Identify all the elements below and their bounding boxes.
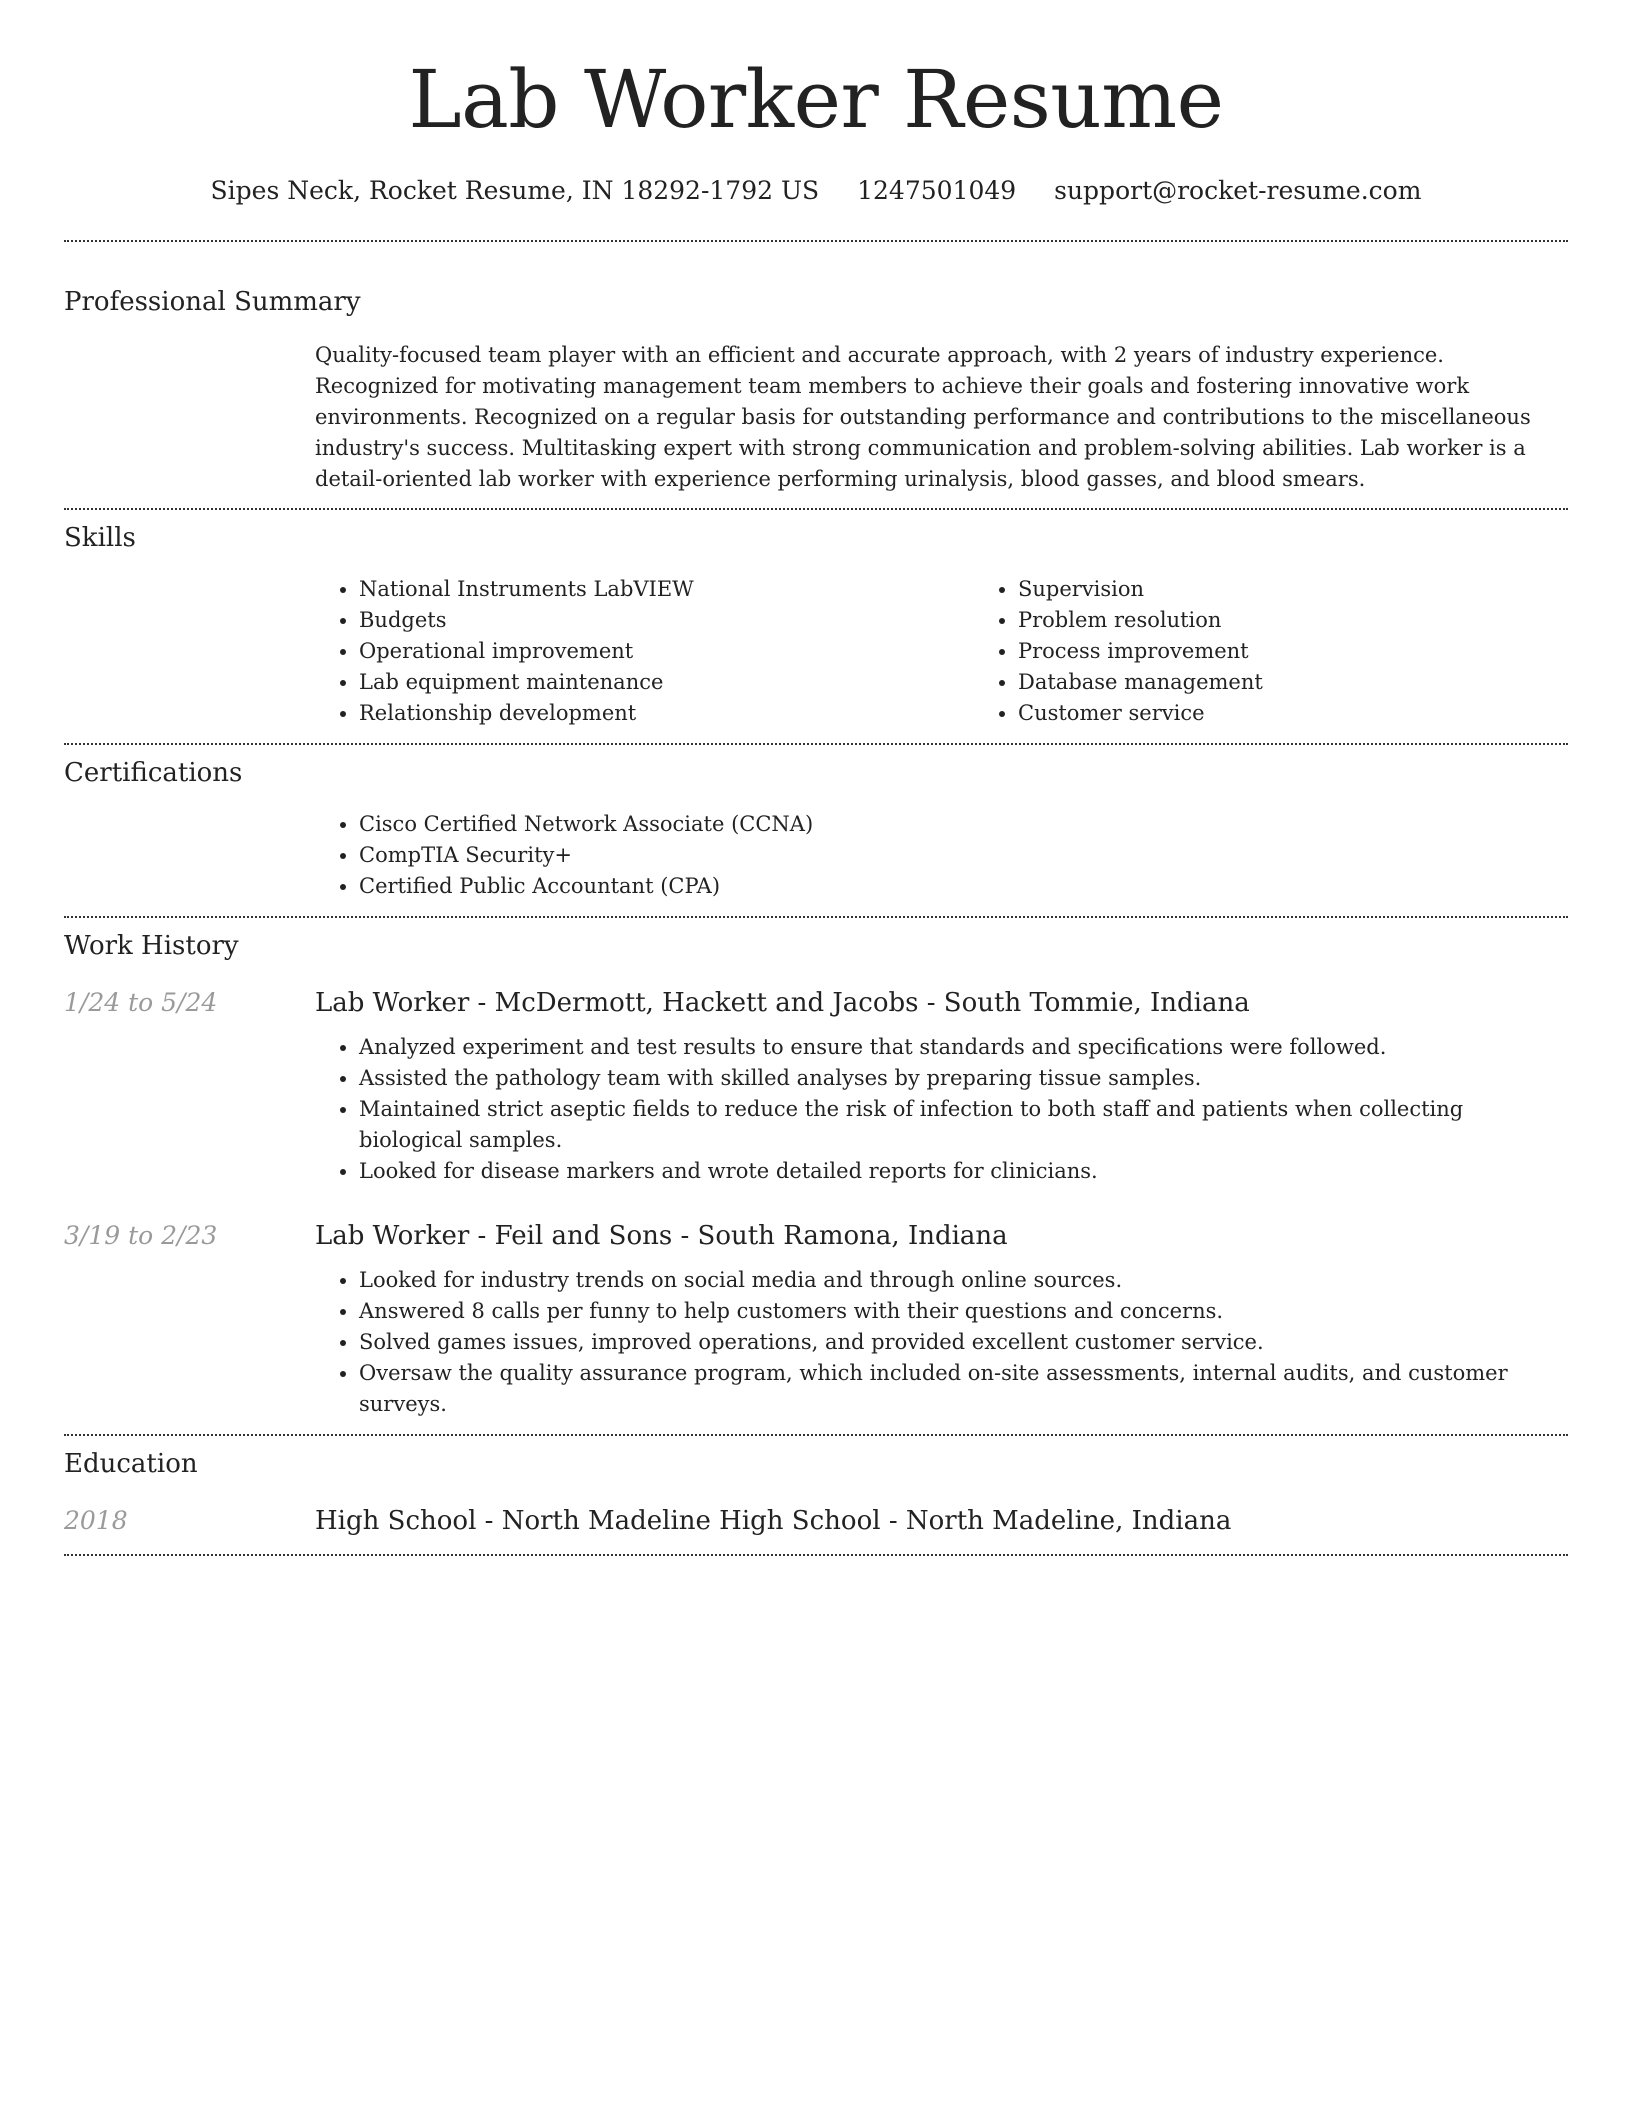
skill-item: • Database management	[1018, 667, 1632, 698]
skills-grid	[315, 574, 1568, 729]
divider	[64, 1554, 1568, 1556]
job-header	[64, 1219, 1568, 1253]
contact-phone: 1247501049	[857, 176, 1017, 205]
divider	[64, 743, 1568, 745]
section-heading-summary: Professional Summary	[64, 287, 361, 317]
certification-item: • Certified Public Accountant (CPA)	[359, 871, 1568, 902]
skills-list-left	[315, 574, 974, 729]
summary-section	[64, 286, 1568, 495]
job-bullet: • Looked for disease markers and wrote detailed reports for clinicians.	[359, 1156, 1568, 1187]
divider	[64, 240, 1568, 242]
resume-title: Lab Worker Resume	[408, 53, 1224, 146]
certifications-list	[315, 809, 1568, 902]
job-bullets	[315, 1265, 1568, 1420]
section-heading-education: Education	[64, 1449, 198, 1479]
divider	[64, 508, 1568, 510]
job-bullet: • Oversaw the quality assurance program, which included on-site assessments, internal audits, and customer surveys.	[359, 1358, 1568, 1420]
contact-email: support@rocket-resume.com	[1054, 176, 1422, 205]
resume-page	[64, 0, 1568, 1556]
skills-list-right	[974, 574, 1632, 729]
job-dates: 1/24 to 5/24	[64, 988, 218, 1017]
skill-item: • Relationship development	[359, 698, 974, 729]
certification-item: • Cisco Certified Network Associate (CCNA)	[359, 809, 1568, 840]
job-details	[315, 1032, 1568, 1187]
contact-address: Sipes Neck, Rocket Resume, IN 18292-1792 US	[210, 176, 820, 205]
certification-item: • CompTIA Security+	[359, 840, 1568, 871]
job-bullet: • Solved games issues, improved operations, and provided excellent customer service.	[359, 1327, 1568, 1358]
skill-item: • Lab equipment maintenance	[359, 667, 974, 698]
summary-text: Quality-focused team player with an efficient and accurate approach, with 2 years of industry experience. Recognized for motivating management team members to achieve their goals and fostering innovative work environments. Recognized on a regular basis for outstanding performance and contributions to the miscellaneous industry's success. Multitasking expert with strong communication and problem-solving abilities. Lab worker is a detail-oriented lab worker with experience performing urinalysis, blood gasses, and blood smears.	[315, 343, 1531, 491]
job-bullets	[315, 1032, 1568, 1187]
certifications-content	[315, 809, 1568, 902]
skill-item: • Process improvement	[1018, 636, 1632, 667]
job-bullet: • Looked for industry trends on social media and through online sources.	[359, 1265, 1568, 1296]
job-dates: 3/19 to 2/23	[64, 1221, 218, 1250]
skill-item: • National Instruments LabVIEW	[359, 574, 974, 605]
section-heading-work: Work History	[64, 931, 239, 961]
skill-item: • Supervision	[1018, 574, 1632, 605]
skills-section	[64, 522, 1568, 729]
job-details	[315, 1265, 1568, 1420]
education-year: 2018	[64, 1506, 128, 1535]
contact-line	[64, 174, 1568, 208]
job-bullet: • Maintained strict aseptic fields to reduce the risk of infection to both staff and patients when collecting biological samples.	[359, 1094, 1568, 1156]
education-entry	[64, 1504, 1568, 1538]
certifications-section	[64, 757, 1568, 902]
job-title: Lab Worker - Feil and Sons - South Ramona, Indiana	[315, 1221, 1008, 1251]
section-heading-certifications: Certifications	[64, 758, 243, 788]
skill-item: • Problem resolution	[1018, 605, 1632, 636]
job-bullet: • Analyzed experiment and test results to ensure that standards and specifications were followed.	[359, 1032, 1568, 1063]
skill-item: • Budgets	[359, 605, 974, 636]
job-title: Lab Worker - McDermott, Hackett and Jacobs - South Tommie, Indiana	[315, 988, 1250, 1018]
skill-item: • Customer service	[1018, 698, 1632, 729]
divider	[64, 1434, 1568, 1436]
divider	[64, 916, 1568, 918]
section-heading-skills: Skills	[64, 523, 136, 553]
job-bullet: • Assisted the pathology team with skilled analyses by preparing tissue samples.	[359, 1063, 1568, 1094]
job-entry	[64, 1219, 1568, 1420]
education-section	[64, 1448, 1568, 1538]
education-title: High School - North Madeline High School - North Madeline, Indiana	[315, 1506, 1232, 1536]
job-header	[64, 986, 1568, 1020]
job-entry	[64, 986, 1568, 1187]
skill-item: • Operational improvement	[359, 636, 974, 667]
work-section	[64, 930, 1568, 1420]
job-bullet: • Answered 8 calls per funny to help customers with their questions and concerns.	[359, 1296, 1568, 1327]
